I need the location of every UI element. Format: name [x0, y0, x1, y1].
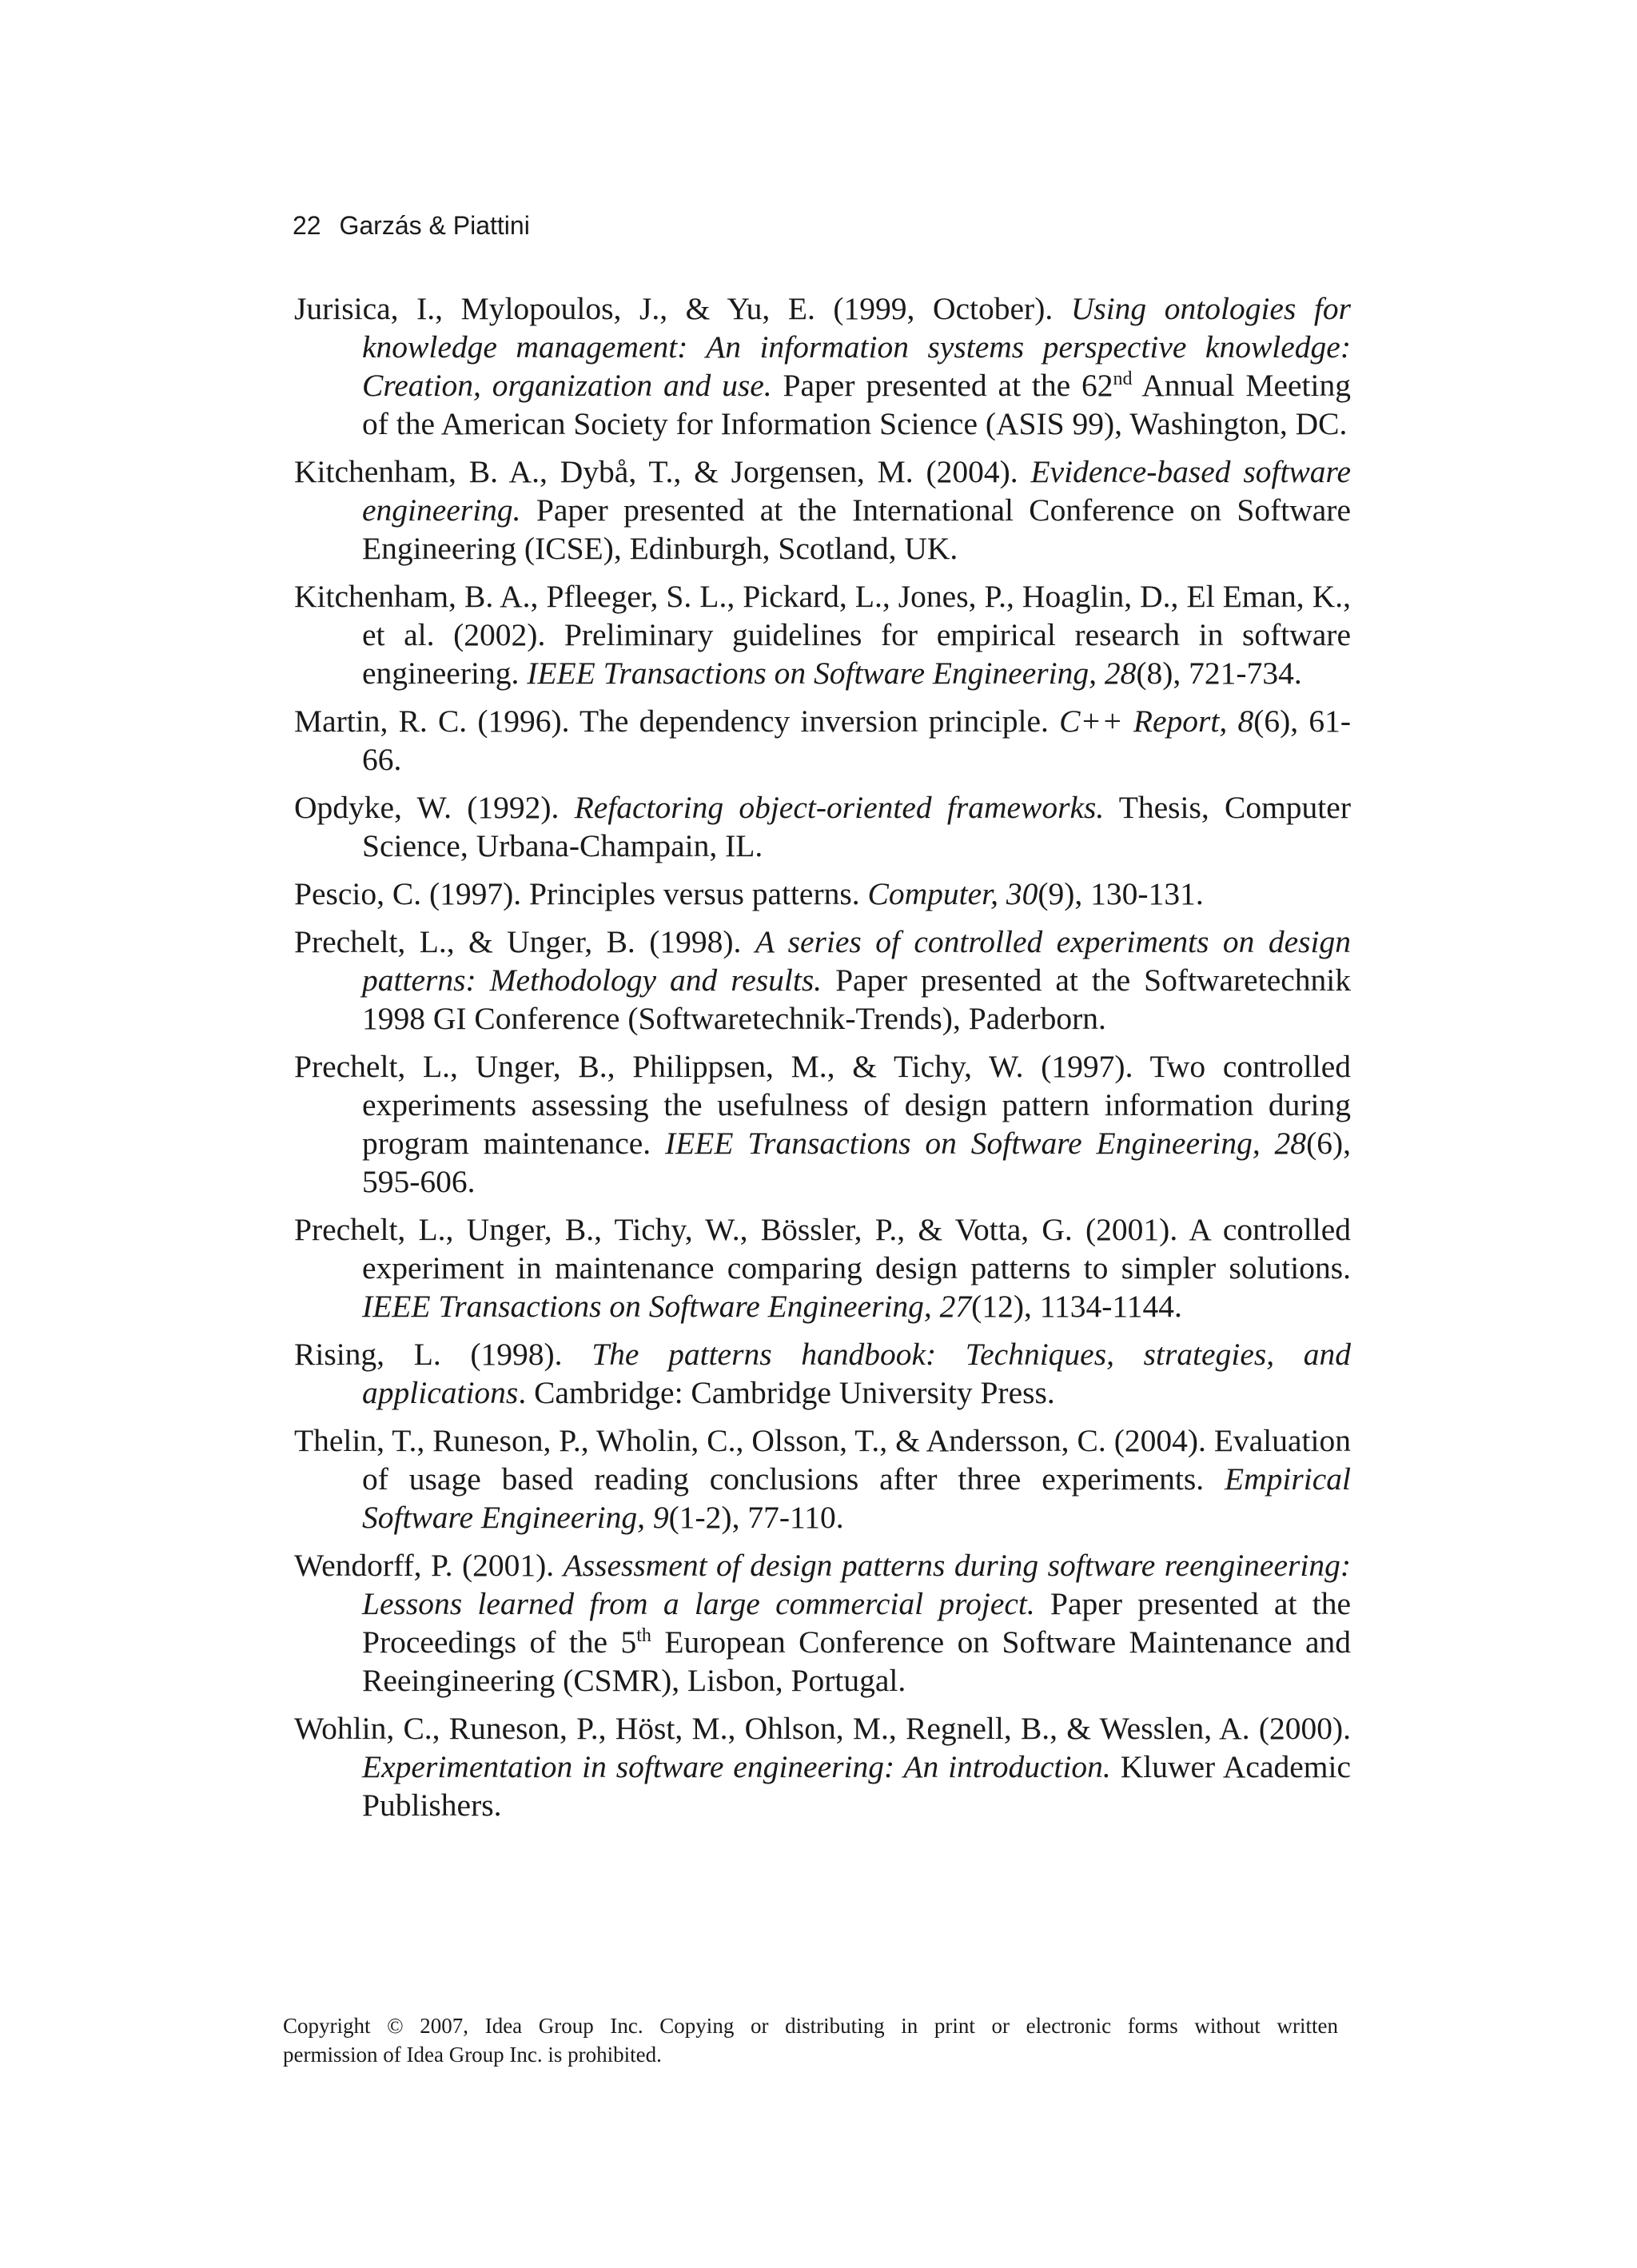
- ref-text: Wohlin, C., Runeson, P., Höst, M., Ohlson, M., Regnell, B., & Wesslen, A. (2000).: [294, 1711, 1351, 1746]
- reference-list: [294, 289, 1351, 1834]
- reference-kitchenham-2004: [294, 452, 1351, 568]
- reference-prechelt-unger-1998: [294, 923, 1351, 1038]
- reference-rising-1998: [294, 1335, 1351, 1412]
- reference-thelin-2004: [294, 1421, 1351, 1537]
- reference-kitchenham-2002: [294, 577, 1351, 692]
- ref-journal: IEEE Transactions on Software Engineering, 28: [664, 1126, 1307, 1161]
- reference-wohlin-2000: [294, 1709, 1351, 1824]
- ref-title: Assessment of design patterns during software reengineering: Lessons learned from a large commercial project.: [362, 1548, 1351, 1621]
- ref-text: Paper presented at the Proceedings of the 5: [362, 1586, 1352, 1660]
- ref-text: Thelin, T., Runeson, P., Wholin, C., Olsson, T., & Andersson, C. (2004). Evaluation of usage based reading conclusions after three experiments.: [294, 1423, 1351, 1497]
- ref-text: (9), 130-131.: [1038, 876, 1204, 911]
- ref-text: Kitchenham, B. A., Dybå, T., & Jorgensen, M. (2004).: [294, 454, 1031, 489]
- reference-jurisica-1999: [294, 289, 1351, 443]
- running-header-authors: Garzás & Piattini: [339, 211, 530, 240]
- copyright-line: permission of Idea Group Inc. is prohibited.: [283, 2043, 662, 2067]
- reference-opdyke-1992: [294, 788, 1351, 865]
- ref-title: A series of controlled experiments on design patterns: Methodology and results.: [362, 924, 1351, 998]
- ref-text: (6), 595-606.: [362, 1126, 1351, 1199]
- ref-text: (12), 1134-1144.: [971, 1289, 1182, 1324]
- ref-title: Experimentation in software engineering: An introduction.: [362, 1749, 1111, 1784]
- ref-text: Kitchenham, B. A., Pfleeger, S. L., Pickard, L., Jones, P., Hoaglin, D., El Eman, K., et al. (2002). Preliminary guidelines for empirical research in software engineering.: [294, 579, 1351, 691]
- ref-title: Refactoring object-oriented frameworks.: [574, 790, 1105, 825]
- ref-text: Martin, R. C. (1996). The dependency inversion principle.: [294, 704, 1060, 739]
- ref-text: Thesis, Computer Science, Urbana-Champain, IL.: [362, 790, 1351, 863]
- copyright-line: Copyright © 2007, Idea Group Inc. Copying or distributing in print or electronic forms without written: [283, 2014, 1338, 2038]
- copyright-footer: [283, 2011, 1338, 2069]
- ref-text: Rising, L. (1998).: [294, 1337, 592, 1372]
- ordinal-suffix: th: [636, 1625, 651, 1646]
- ref-text: Kluwer Academic Publishers.: [362, 1749, 1352, 1823]
- ref-text: Opdyke, W. (1992).: [294, 790, 575, 825]
- running-header: [293, 209, 530, 241]
- ref-text: . Cambridge: Cambridge University Press.: [518, 1375, 1055, 1410]
- ref-journal: IEEE Transactions on Software Engineering, 27: [362, 1289, 972, 1324]
- reference-prechelt-1997: [294, 1047, 1351, 1201]
- ref-text: Paper presented at the 62: [771, 368, 1113, 403]
- ref-text: Wendorff, P. (2001).: [294, 1548, 564, 1583]
- ref-journal: IEEE Transactions on Software Engineering, 28: [527, 656, 1137, 691]
- ref-text: Jurisica, I., Mylopoulos, J., & Yu, E. (1999, October).: [294, 291, 1071, 326]
- ref-text: Prechelt, L., Unger, B., Philippsen, M., & Tichy, W. (1997). Two controlled experiments assessing the usefulness of design pattern information during program maintenance.: [294, 1049, 1351, 1161]
- ref-text: (1-2), 77-110.: [668, 1500, 844, 1535]
- reference-prechelt-2001: [294, 1210, 1351, 1325]
- ref-text: (6), 61-66.: [362, 704, 1351, 777]
- ref-title: Evidence-based software engineering.: [362, 454, 1351, 528]
- ref-text: Prechelt, L., & Unger, B. (1998).: [294, 924, 755, 959]
- ref-journal: C++ Report, 8: [1059, 704, 1254, 739]
- ordinal-suffix: nd: [1113, 369, 1133, 389]
- ref-text: Annual Meeting of the American Society for Information Science (ASIS 99), Washington, DC.: [362, 368, 1351, 441]
- reference-wendorff-2001: [294, 1546, 1351, 1700]
- page-number: 22: [293, 211, 321, 240]
- ref-text: Prechelt, L., Unger, B., Tichy, W., Bössler, P., & Votta, G. (2001). A controlled experiment in maintenance comparing design patterns to simpler solutions.: [294, 1212, 1351, 1285]
- ref-text: (8), 721-734.: [1136, 656, 1302, 691]
- reference-pescio-1997: [294, 875, 1351, 913]
- reference-martin-1996: [294, 702, 1351, 779]
- ref-title: The patterns handbook: Techniques, strategies, and applications: [362, 1337, 1351, 1410]
- ref-text: European Conference on Software Maintenance and Reeingineering (CSMR), Lisbon, Portugal.: [362, 1624, 1351, 1698]
- ref-journal: Empirical Software Engineering, 9: [362, 1461, 1351, 1535]
- ref-title: Using ontologies for knowledge management: An information systems perspective knowledge: Creation, organization and use.: [362, 291, 1351, 403]
- ref-text: Paper presented at the Softwaretechnik 1998 GI Conference (Softwaretechnik-Trends), Paderborn.: [362, 963, 1351, 1036]
- ref-journal: Computer, 30: [867, 876, 1038, 911]
- ref-text: Paper presented at the International Conference on Software Engineering (ICSE), Edinburgh, Scotland, UK.: [362, 492, 1351, 566]
- ref-text: Pescio, C. (1997). Principles versus patterns.: [294, 876, 868, 911]
